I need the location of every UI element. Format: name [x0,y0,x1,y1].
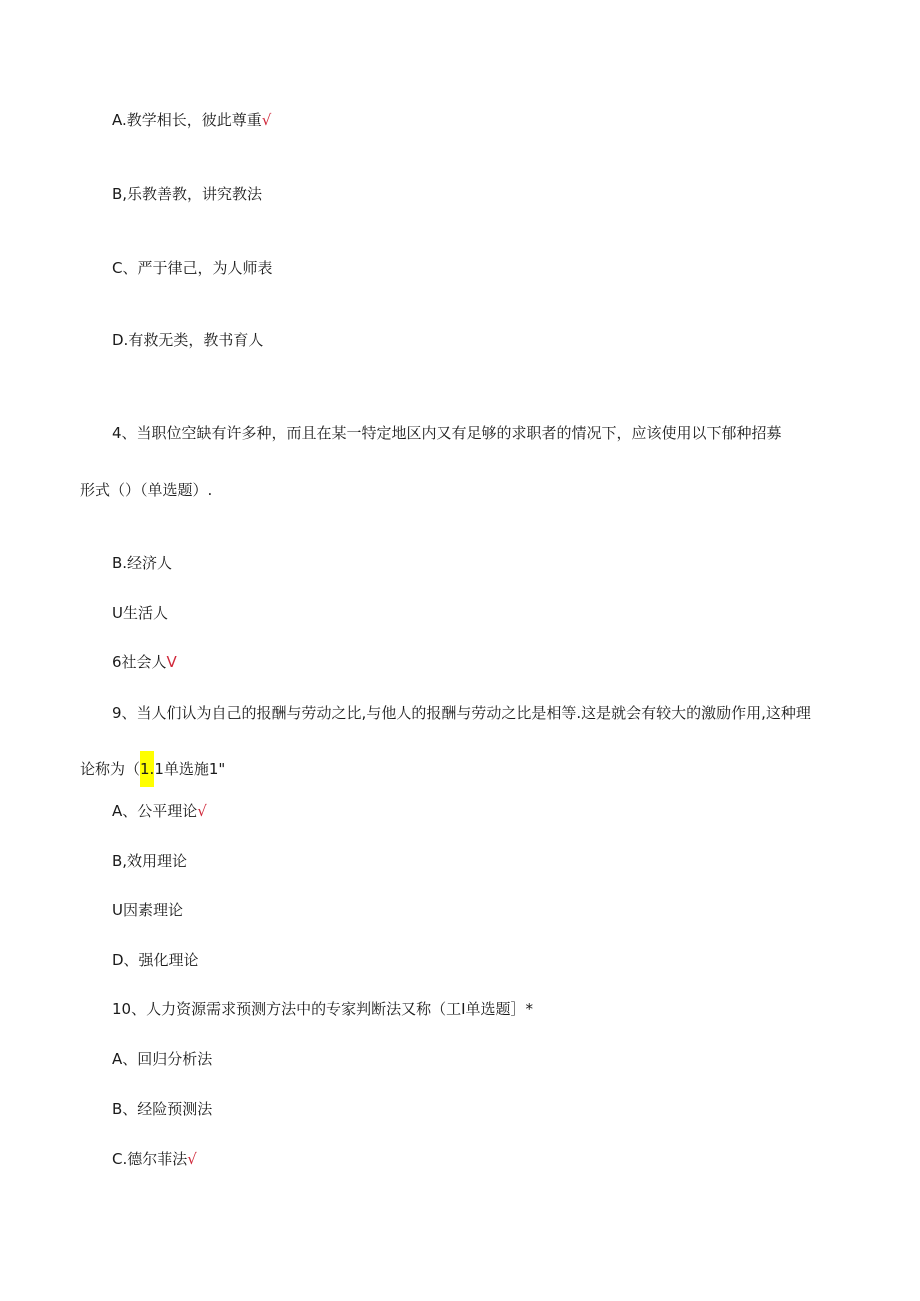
option-text: C.德尔菲法 [112,1150,188,1168]
check-mark: √ [197,802,207,820]
option-text: C、严于律己，为人师表 [112,259,273,277]
question-10-text: 10、人力资源需求预测方法中的专家判断法又称（工I单选题］* [112,1000,534,1018]
option-c [112,900,183,920]
option-text: B.经济人 [112,554,173,572]
option-text: A.教学相长，彼此尊重 [112,111,262,129]
check-mark: √ [187,1150,197,1168]
question-9-text-cont [80,751,225,787]
option-d [112,330,263,350]
option-text: B,乐教善教，讲究教法 [112,185,263,203]
option-text: B,效用理论 [112,852,188,870]
question-4-text-cont: 形式（）（单选题）. [80,481,213,499]
option-text: 6社会人 [112,653,167,671]
check-mark: √ [261,111,272,129]
option-b [112,851,187,871]
option-text: D、强化理论 [112,951,199,969]
option-a [112,110,271,130]
option-a [112,1049,212,1069]
option-text: A、回归分析法 [112,1050,213,1068]
option-text: A、公平理论 [112,802,198,820]
option-d [112,950,199,970]
text-segment: 论称为（ [80,760,141,778]
option-b [112,1099,212,1119]
highlighted-text: 1. [140,751,154,787]
option-d [112,652,177,672]
question-9-text: 9、当人们认为自己的报酬与劳动之比,与他人的报酬与劳动之比是相等.这是就会有较大的激励作用,这种理 [112,704,811,722]
option-a [112,801,207,821]
option-text: U生活人 [112,604,168,622]
text-segment: 1单选施1" [154,760,226,778]
option-text: U因素理论 [112,901,183,919]
option-b [112,553,172,573]
option-c [112,603,168,623]
option-text: B、经险预测法 [112,1100,213,1118]
option-b [112,184,262,204]
option-c [112,1149,197,1169]
option-text: D.有救无类，教书育人 [112,331,264,349]
option-c [112,258,272,278]
check-mark: V [166,653,177,671]
question-4-text: 4、当职位空缺有许多种，而且在某一特定地区内又有足够的求职者的情况下，应该使用以下郁种招募 [112,424,782,442]
